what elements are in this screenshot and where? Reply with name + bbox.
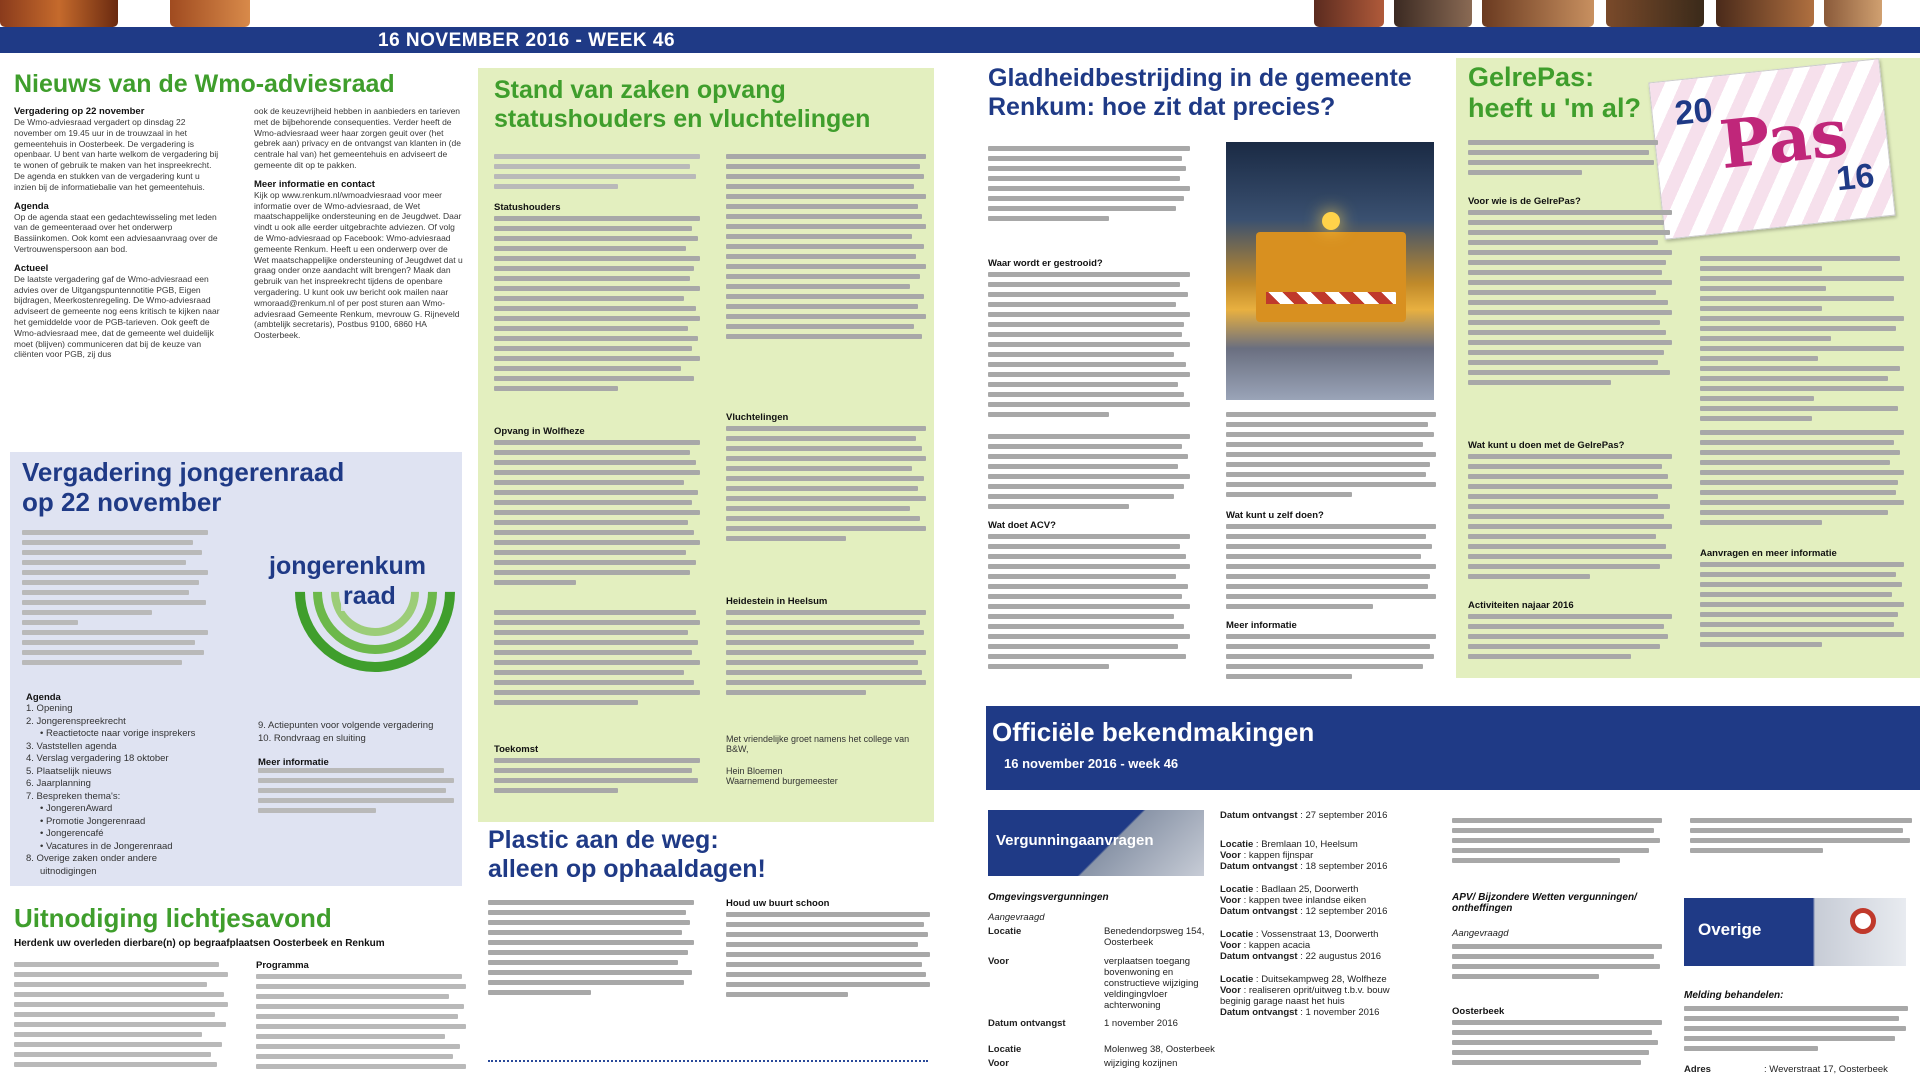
wmo-vergadering-text: De Wmo-adviesraad vergadert op dinsdag 22 november om 19.45 uur in de trouwzaal in het gemeentehuis in Oosterbeek. De vergadering is openbaar. U bent van harte welkom de vergadering bij te wonen of gebruik te maken van het inspreekrecht. De agenda en stukken van de vergadering kunt u inzien bij de informatiebalie van het gemeentehuis.: [14, 117, 219, 192]
plastic-title-line1: Plastic aan de weg:: [488, 826, 719, 854]
kv-row-13: Datum ontvangst : 1 november 2016: [1220, 1007, 1380, 1018]
wmo-col-2: [254, 106, 464, 341]
kv-row-9: Voor : kappen acacia: [1220, 940, 1311, 951]
jongeren-agenda-head: Agenda: [26, 692, 61, 703]
card-year-2: 16: [1834, 156, 1877, 199]
opvang-vluchtelingen-text: [726, 426, 926, 546]
opvang-heelsum-text: [726, 610, 926, 700]
header-photo-2: [170, 0, 250, 27]
wmo-title: Nieuws van de Wmo-adviesraad: [14, 70, 395, 98]
agenda-item-16: 10. Rondvraag en sluiting: [258, 732, 366, 744]
wmo-actueel-text: De laatste vergadering gaf de Wmo-adviesraad een advies over de Uitgangspuntennotitie PGB, Eigen bijdragen, Meerkostenregeling. De Wmo-adviesraad adviseert de gemeente nog eens kritisch te kijken naar het gemiddelde voor de PGB-tarieven. Ook geeft de Wmo-adviesraad mee, dat de gemeente wel duidelijk moet (blijven) communiceren dat bij de keuze van cliënten voor PGB, zij dus: [14, 273, 220, 360]
signoff-3: Waarnemend burgemeester: [726, 776, 838, 786]
plastic-text-2: [726, 912, 930, 1002]
kv-row-6: Voor : kappen twee inlandse eiken: [1220, 895, 1367, 906]
entry2-v2: wijziging kozijnen: [1104, 1058, 1178, 1069]
gladheid-intro: [988, 146, 1190, 226]
wmo-meer-head: Meer informatie en contact: [254, 178, 375, 190]
opvang-toekomst-head: Toekomst: [494, 744, 539, 755]
agenda-item-9: • JongerenAward: [40, 803, 113, 814]
agenda-item-14: uitnodigingen: [40, 865, 97, 877]
kv-key-5: Locatie: [1220, 884, 1254, 895]
wmo-actueel-head: Actueel: [14, 262, 49, 274]
agenda-item-11: • Jongerencafé: [40, 828, 104, 839]
kv-key-10: Datum ontvangst: [1220, 951, 1298, 962]
gladheid-waar-head: Waar wordt er gestrooid?: [988, 258, 1103, 269]
header-photo-7: [1716, 0, 1814, 27]
kv-val-10: 22 augustus 2016: [1305, 951, 1382, 962]
lichtjes-programma-head: Programma: [256, 960, 309, 971]
kv-key-1: Datum ontvangst: [1220, 810, 1298, 821]
kv-val-12: realiseren oprit/uitweg t.b.v. bouw beginig garage naast het huis: [1220, 985, 1390, 1007]
opvang-statushouders-text: [494, 216, 700, 396]
jongerenraad-logo: [255, 512, 455, 692]
gelrepas-col2-list: [1700, 256, 1904, 426]
opvang-title: [494, 76, 924, 133]
kv-val-7: 12 september 2016: [1305, 906, 1388, 917]
apv-head: APV/ Bijzondere Wetten vergunningen/ ontheffingen: [1452, 892, 1637, 914]
truck-body: [1256, 232, 1406, 322]
signoff-1: Met vriendelijke groet namens het college van B&W,: [726, 734, 910, 754]
plastic-title-line2: alleen op ophaaldagen!: [488, 854, 766, 883]
entry2-k2: Voor: [988, 1058, 1009, 1069]
opvang-toekomst-text: [494, 758, 700, 798]
wmo-vergadering-head: Vergadering op 22 november: [14, 106, 145, 117]
gladheid-col2-text: [1226, 412, 1436, 502]
opvang-vluchtelingen-head: Vluchtelingen: [726, 412, 789, 423]
jongeren-title-line1: Vergadering jongerenraad: [22, 457, 345, 487]
plastic-text-1: [488, 900, 694, 1000]
melding-head: Melding behandelen:: [1684, 990, 1784, 1001]
jongeren-title-line2: op 22 november: [22, 486, 222, 517]
header-photo-1: [0, 0, 118, 27]
kv-val-5: Badlaan 25, Doorwerth: [1261, 884, 1359, 895]
agenda-item-12: • Vacatures in de Jongerenraad: [40, 840, 173, 852]
kv-row-10: Datum ontvangst : 22 augustus 2016: [1220, 951, 1382, 962]
gelrepas-voorwie-head: Voor wie is de GelrePas?: [1468, 196, 1581, 207]
gladheid-acv-text: [988, 534, 1190, 674]
entry1-k3: Datum ontvangst: [988, 1018, 1066, 1029]
gelrepas-watkunt-head: Wat kunt u doen met de GelrePas?: [1468, 440, 1625, 451]
gelrepas-title: [1468, 62, 1668, 124]
opvang-wolfheze-head: Opvang in Wolfheze: [494, 426, 585, 437]
agenda-item-5: 4. Verslag vergadering 18 oktober: [26, 753, 169, 764]
wmo-col2-text: ook de keuzevrijheid hebben in aanbieders en tarieven met de bijbehorende consequenties. Verder heeft de Wmo-adviesraad weer haar zorgen geuit over (het gebrek aan) privacy en de ontvangst van klanten in (de centrale hal van) het gemeentehuis en adviseert de gemeente dit op te pakken.: [254, 106, 461, 170]
truck-light: [1322, 212, 1340, 230]
header-photo-3: [1314, 0, 1384, 27]
wmo-agenda-head: Agenda: [14, 200, 49, 212]
wmo-meer-text: Kijk op www.renkum.nl/wmoadviesraad voor meer informatie over de Wmo-adviesraad, de Wet maatschappelijke ondersteuning en de Jeugdwet. Daar vindt u ook alle eerder uitgebrachte adviezen. Of volg de Wmo-adviesraad op Facebook: Wmo-adviesraad gemeente Renkum. Heeft u een onderwerp over de Wet maatschappelijke ondersteuning of Jeugdwet dat u graag onder onze aandacht wilt brengen? Maak dan gebruik van het inspreekrecht tijdens de openbare vergadering. U kunt ook uw bericht ook mailen naar wmoraad@renkum.nl of per post sturen aan Wmo-adviesraad Gemeente Renkum, mevrouw G. Rijneveld (ambtelijk secretaris), Postbus 9100, 6860 HA Oosterbeek.: [254, 189, 463, 341]
plastic-houd-head: Houd uw buurt schoon: [726, 898, 830, 909]
entry1-k2: Voor: [988, 956, 1009, 967]
header-band: [0, 27, 1920, 53]
kv-key-9: Voor: [1220, 940, 1241, 951]
gladheid-zelf-text: [1226, 524, 1436, 614]
agenda-item-3: • Reactietocte naar vorige insprekers: [40, 728, 196, 739]
wmo-agenda-text: Op de agenda staat een gedachtewisseling met leden van de gemeenteraad over het onderwerp Bassiinkomen. Ook komt een adviesaanvraag over de Vertrouwenspersoon aan bod.: [14, 211, 218, 254]
kv-row-1: Datum ontvangst : 27 september 2016: [1220, 810, 1388, 821]
jongeren-agenda: [26, 692, 226, 878]
gladheid-zelf-head: Wat kunt u zelf doen?: [1226, 510, 1324, 521]
kv-key-2: Locatie: [1220, 839, 1254, 850]
kv-key-12: Voor: [1220, 985, 1241, 996]
agenda-item-13: 8. Overige zaken onder andere: [26, 853, 157, 864]
opvang-statushouders-head: Statushouders: [494, 202, 561, 213]
adres-value: : Weverstraat 17, Oosterbeek: [1764, 1064, 1888, 1075]
opvang-heelsum-head: Heidestein in Heelsum: [726, 596, 828, 607]
kv-row-5: Locatie : Badlaan 25, Doorwerth: [1220, 884, 1359, 895]
entry1-v2: verplaatsen toegang bovenwoning en constructieve wijziging veldingingvloer achterwoning: [1104, 956, 1199, 1011]
lichtjes-text-2: [256, 974, 466, 1074]
agenda-item-10: • Promotie Jongerenraad: [40, 815, 146, 827]
issue-date: 16 NOVEMBER 2016 - WEEK 46: [378, 30, 676, 51]
vergunning-tile: [988, 810, 1204, 876]
gladheid-title-line2: Renkum: hoe zit dat precies?: [988, 92, 1336, 121]
lichtjes-title: Uitnodiging lichtjesavond: [14, 903, 332, 933]
kv-row-4: Datum ontvangst : 18 september 2016: [1220, 861, 1388, 872]
kv-row-8: Locatie : Vossenstraat 13, Doorwerth: [1220, 929, 1379, 940]
kv-row-3: Voor : kappen fijnspar: [1220, 850, 1314, 861]
gelrepas-voorwie-text: [1468, 210, 1672, 390]
truck-stripes: [1266, 292, 1396, 304]
gladheid-acv-head: Wat doet ACV?: [988, 520, 1056, 531]
bekend-header: [986, 706, 1920, 790]
bekend-subtitle: 16 november 2016 - week 46: [1004, 756, 1179, 771]
agenda-item-15: 9. Actiepunten voor volgende vergadering: [258, 720, 434, 731]
opvang-signoff: [726, 734, 926, 786]
road-sign-icon: [1850, 908, 1876, 934]
kv-row-11: Locatie : Duitsekampweg 28, Wolfheze: [1220, 974, 1387, 985]
lichtjes-subtitle: Herdenk uw overleden dierbare(n) op begraafplaatsen Oosterbeek en Renkum: [14, 938, 385, 949]
bekend-kv-col: [1220, 810, 1420, 1018]
kv-key-8: Locatie: [1220, 929, 1254, 940]
opvang-title-line2: statushouders en vluchtelingen: [494, 104, 871, 133]
kv-key-13: Datum ontvangst: [1220, 1007, 1298, 1018]
kv-row-2: Locatie : Bremlaan 10, Heelsum: [1220, 839, 1358, 850]
gladheid-meer-head: Meer informatie: [1226, 620, 1297, 631]
opvang-title-line1: Stand van zaken opvang: [494, 76, 786, 104]
logo-word-1: jongerenkum: [269, 552, 426, 580]
agenda-item-8: 7. Bespreken thema's:: [26, 790, 121, 802]
kv-val-13: 1 november 2016: [1305, 1007, 1380, 1018]
overige-intro: [1690, 818, 1912, 858]
agenda-item-6: 5. Plaatselijk nieuws: [26, 765, 112, 777]
entry1-v3: 1 november 2016: [1104, 1018, 1178, 1029]
apv-text: [1452, 944, 1662, 984]
entry1-v1: Benedendorpsweg 154, Oosterbeek: [1104, 926, 1205, 948]
overige-tile: [1684, 898, 1906, 966]
gelrepas-aanvragen-head: Aanvragen en meer informatie: [1700, 548, 1837, 559]
gelrepas-watkunt-text: [1468, 454, 1672, 584]
card-year-1: 20: [1672, 91, 1715, 133]
header-photo-8: [1824, 0, 1882, 27]
apv-aangevraagd: Aangevraagd: [1452, 928, 1509, 939]
apv-oosterbeek-text: [1452, 1020, 1662, 1070]
kv-val-3: kappen fijnspar: [1248, 850, 1314, 861]
vergunning-label: Vergunningaanvragen: [996, 832, 1154, 849]
jongeren-agenda-right: [258, 720, 458, 768]
kv-val-8: Vossenstraat 13, Doorwerth: [1261, 929, 1379, 940]
opvang-intro: [494, 154, 700, 194]
kv-key-3: Voor: [1220, 850, 1241, 861]
jongeren-meer-text: [258, 768, 454, 818]
agenda-item-7: 6. Jaarplanning: [26, 778, 91, 789]
adres-key: Adres: [1684, 1064, 1711, 1075]
gelrepas-aanvragen-text: [1700, 562, 1904, 652]
apv-oosterbeek: Oosterbeek: [1452, 1006, 1505, 1017]
opvang-col2-intro: [726, 154, 926, 344]
agenda-item-2: 2. Jongerenspreekrecht: [26, 715, 126, 727]
agenda-item-4: 3. Vaststellen agenda: [26, 740, 117, 752]
kv-row-7: Datum ontvangst : 12 september 2016: [1220, 906, 1388, 917]
gladheid-title: [988, 64, 1458, 121]
kv-val-1: 27 september 2016: [1305, 810, 1388, 821]
plastic-title: [488, 826, 928, 883]
kv-key-4: Datum ontvangst: [1220, 861, 1298, 872]
logo-word-2: raad: [343, 582, 396, 610]
agenda-item-1: 1. Opening: [26, 703, 73, 714]
gelrepas-activiteiten-text: [1468, 614, 1672, 664]
jongeren-intro-text: [22, 530, 208, 670]
gelrepas-intro: [1468, 140, 1658, 180]
kv-val-9: kappen acacia: [1248, 940, 1311, 951]
wmo-col-1: [14, 106, 224, 360]
kv-val-4: 18 september 2016: [1305, 861, 1388, 872]
entry2-v1: Molenweg 38, Oosterbeek: [1104, 1044, 1215, 1055]
kv-key-7: Datum ontvangst: [1220, 906, 1298, 917]
kv-key-6: Voor: [1220, 895, 1241, 906]
gelrepas-activiteiten-head: Activiteiten najaar 2016: [1468, 600, 1574, 611]
omgeving-head: Omgevingsvergunningen: [988, 892, 1109, 903]
header-photo-4: [1394, 0, 1472, 27]
gladheid-waar-text: [988, 272, 1190, 422]
lichtjes-text-1: [14, 962, 228, 1072]
card-pas-text: Pas: [1716, 93, 1852, 185]
apv-intro: [1452, 818, 1662, 868]
header-photo-5: [1482, 0, 1594, 27]
gladheid-photo: [1226, 142, 1434, 400]
gladheid-title-line1: Gladheidbestrijding in de gemeente: [988, 64, 1412, 92]
header-photo-6: [1606, 0, 1704, 27]
melding-text: [1684, 1006, 1908, 1056]
opvang-wolfheze-text: [494, 440, 700, 590]
gelrepas-title-line1: GelrePas:: [1468, 62, 1595, 92]
jongeren-title: [22, 458, 452, 517]
bekend-title: Officiële bekendmakingen: [992, 717, 1315, 747]
kv-key-11: Locatie: [1220, 974, 1254, 985]
opvang-wolfheze-text-2: [494, 610, 700, 710]
gladheid-meer-text: [1226, 634, 1436, 684]
entry1-k1: Locatie: [988, 926, 1022, 937]
gelrepas-card: [1648, 58, 1895, 239]
kv-val-6: kappen twee inlandse eiken: [1248, 895, 1367, 906]
kv-val-2: Bremlaan 10, Heelsum: [1261, 839, 1358, 850]
jongeren-meer-head: Meer informatie: [258, 757, 329, 768]
gelrepas-title-line2: heeft u 'm al?: [1468, 92, 1641, 123]
signoff-2: Hein Bloemen: [726, 766, 783, 776]
omgeving-aangevraagd: Aangevraagd: [988, 912, 1045, 923]
gladheid-text-2: [988, 434, 1190, 514]
entry2-k1: Locatie: [988, 1044, 1022, 1055]
gelrepas-col2-text: [1700, 430, 1904, 530]
kv-row-12: Voor : realiseren oprit/uitweg t.b.v. bouw beginig garage naast het huis: [1220, 985, 1390, 1007]
kv-val-11: Duitsekampweg 28, Wolfheze: [1261, 974, 1387, 985]
plastic-bottom-rule: [488, 1060, 928, 1062]
overige-label: Overige: [1698, 920, 1762, 939]
